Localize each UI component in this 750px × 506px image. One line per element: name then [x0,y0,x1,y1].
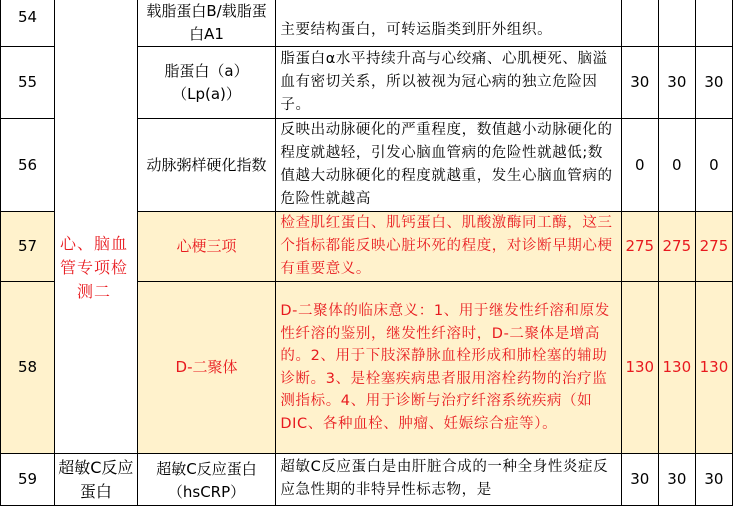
item-description: 反映出动脉硬化的严重程度，数值越小动脉硬化的程度就越轻，引发心脑血管病的危险性就越低;数值越大动脉硬化的程度就越重，发生心脑血管病的危险性就越高 [276,119,621,212]
item-name: 心梗三项 [137,212,276,282]
item-description: 检查肌红蛋白、肌钙蛋白、肌酸激酶同工酶，这三个指标都能反映心脏坏死的程度，对诊断早期心梗有重要意义。 [276,212,621,282]
row-number: 56 [1,119,55,212]
row-number: 59 [1,454,55,506]
price-3: 30 [695,454,732,506]
category-label-cardio: 心、脑血管专项检测二 [59,234,128,301]
price-1: 0 [621,119,658,212]
item-description: 主要结构蛋白，可转运脂类到肝外组织。 [276,0,621,47]
table-row [1,0,733,47]
price-2: 30 [658,454,695,506]
price-1: 30 [621,454,658,506]
price-3: 275 [695,212,732,282]
price-2: 130 [658,282,695,454]
table-row [1,454,733,506]
price-2: 0 [658,119,695,212]
item-description: D-二聚体的临床意义：1、用于继发性纤溶和原发性纤溶的鉴别，继发性纤溶时，D-二聚体是增高的。2、用于下肢深静脉血栓形成和肺栓塞的辅助诊断。3、是栓塞疾病患者服用溶栓药物的治疗监测指标。4、用于诊断与治疗纤溶系统疾病（如DIC、各种血栓、肿瘤、妊娠综合症等）。 [276,282,621,454]
item-name: 脂蛋白（a）（Lp(a)） [137,47,276,119]
price-3 [695,0,732,47]
price-3: 30 [695,47,732,119]
item-name: 载脂蛋白B/载脂蛋白A1 [137,0,276,47]
item-description: 超敏C反应蛋白是由肝脏合成的一种全身性炎症反应急性期的非特异性标志物，是 [276,454,621,506]
row-number: 58 [1,282,55,454]
row-number: 55 [1,47,55,119]
price-1: 130 [621,282,658,454]
price-2 [658,0,695,47]
price-3: 0 [695,119,732,212]
row-number: 57 [1,212,55,282]
price-2: 30 [658,47,695,119]
price-1: 275 [621,212,658,282]
item-name: D-二聚体 [137,282,276,454]
price-3: 130 [695,282,732,454]
category-cell-upper [55,0,138,454]
item-name: 动脉粥样硬化指数 [137,119,276,212]
row-number: 54 [1,0,55,47]
item-description: 脂蛋白α水平持续升高与心绞痛、心肌梗死、脑溢血有密切关系，所以被视为冠心病的独立危险因子。 [276,47,621,119]
price-2: 275 [658,212,695,282]
price-1 [621,0,658,47]
category-cell: 超敏C反应蛋白 [55,454,138,506]
item-name: 超敏C反应蛋白（hsCRP） [137,454,276,506]
price-1: 30 [621,47,658,119]
